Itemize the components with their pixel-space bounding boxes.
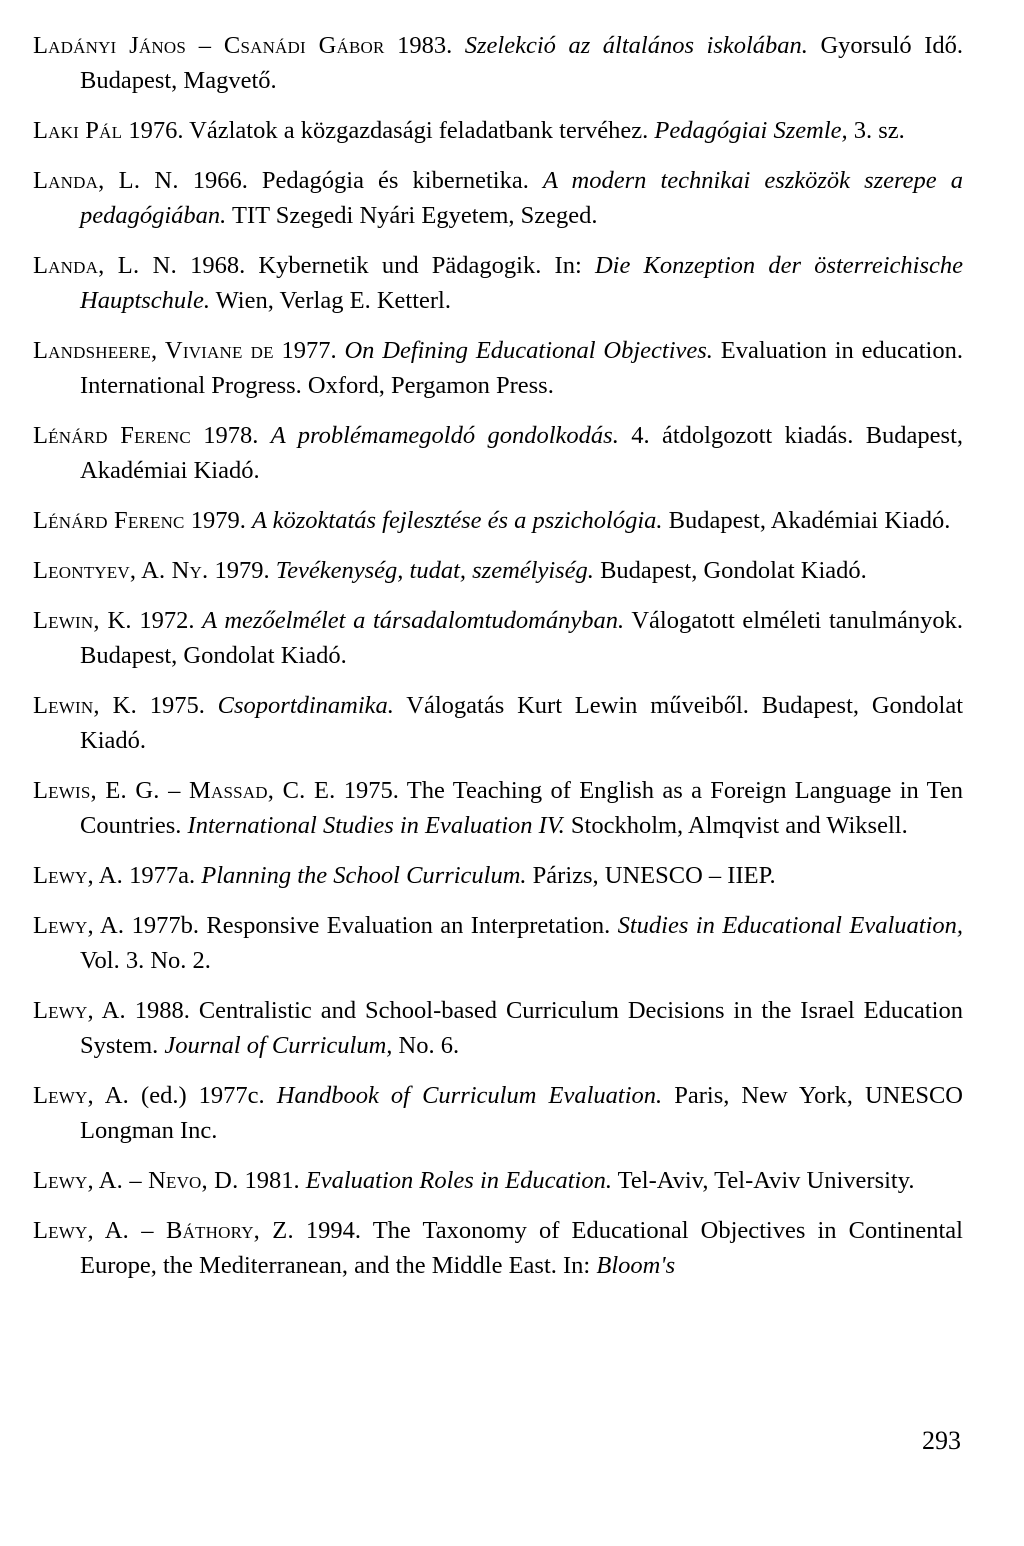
reference-text: Paris, New York, UNESCO Longman Inc. (80, 1082, 963, 1144)
reference-entry (33, 28, 963, 98)
reference-text: 1977. (273, 337, 345, 364)
reference-entry (33, 908, 963, 978)
reference-title: Bloom's (596, 1252, 676, 1279)
reference-text: Tel-Aviv, Tel-Aviv University. (611, 1167, 915, 1194)
reference-text: 1988. Centralistic and School-based Curriculum Decisions in the Israel Education System. (80, 997, 963, 1059)
reference-author: Lewy, A. – Nevo, D. (33, 1167, 239, 1194)
reference-entry (33, 1078, 963, 1148)
reference-text: 1978. (190, 422, 271, 449)
reference-text: TIT Szegedi Nyári Egyetem, Szeged. (226, 202, 598, 229)
reference-text: Budapest, Akadémiai Kiadó. (662, 507, 951, 534)
reference-title: International Studies in Evaluation IV. (187, 812, 565, 839)
reference-title: Szelekció az általános iskolában. (464, 32, 808, 59)
reference-author: Lewy, A. (33, 912, 125, 939)
reference-entry (33, 418, 963, 488)
reference-entry (33, 688, 963, 758)
reference-title: Planning the School Curriculum. (201, 862, 527, 889)
reference-text: Válogatott elméleti tanulmányok. Budapest, Gondolat Kiadó. (80, 607, 964, 669)
reference-entry (33, 858, 963, 893)
reference-text: 1972. (131, 607, 203, 634)
reference-text: Válogatás Kurt Lewin műveiből. Budapest, Gondolat Kiadó. (80, 692, 964, 754)
reference-title: Tevékenység, tudat, személyiség. (275, 557, 594, 584)
reference-author: Lewy, A. – Báthory, Z. (33, 1217, 294, 1244)
reference-text: 4. átdolgozott kiadás. Budapest, Akadémiai Kiadó. (80, 422, 964, 484)
reference-entry (33, 163, 963, 233)
page-number: 293 (922, 1426, 961, 1455)
reference-author: Landa, L. N. (33, 167, 179, 194)
reference-entry (33, 553, 963, 588)
reference-text: 1983. (384, 32, 465, 59)
reference-text: No. 6. (392, 1032, 460, 1059)
reference-text: (ed.) 1977c. (128, 1082, 277, 1109)
reference-author: Landsheere, Viviane de (33, 337, 274, 364)
reference-title: Evaluation Roles in Education. (305, 1167, 612, 1194)
reference-author: Lewy, A. (33, 862, 123, 889)
reference-text: Budapest, Gondolat Kiadó. (593, 557, 867, 584)
reference-author: Landa, L. N. (33, 252, 177, 279)
reference-title: A közoktatás fejlesztése és a pszichológia. (251, 507, 663, 534)
reference-text: Evaluation in education. International Progress. Oxford, Pergamon Press. (80, 337, 963, 399)
reference-text: Párizs, UNESCO – IIEP. (526, 862, 776, 889)
reference-text: 3. sz. (847, 117, 905, 144)
bibliography-page (33, 28, 963, 1298)
reference-entry (33, 603, 963, 673)
reference-text: 1976. Vázlatok a közgazdasági feladatbank tervéhez. (122, 117, 655, 144)
reference-author: Lénárd Ferenc (33, 422, 191, 449)
reference-entry (33, 333, 963, 403)
reference-entry (33, 1213, 963, 1283)
reference-entry (33, 773, 963, 843)
reference-author: Leontyev, A. Ny. (33, 557, 209, 584)
reference-title: A mezőelmélet a társadalomtudományban. (202, 607, 625, 634)
reference-title: Die Konzeption der österreichische Hauptschule. (80, 252, 963, 314)
reference-author: Ladányi János – Csanádi Gábor (33, 32, 385, 59)
reference-title: Studies in Educational Evaluation, (617, 912, 963, 939)
reference-entry (33, 113, 963, 148)
reference-title: Handbook of Curriculum Evaluation. (276, 1082, 663, 1109)
reference-author: Laki Pál (33, 117, 123, 144)
reference-list (33, 28, 963, 1283)
reference-text: Stockholm, Almqvist and Wiksell. (564, 812, 908, 839)
reference-entry (33, 503, 963, 538)
reference-text: Wien, Verlag E. Ketterl. (209, 287, 451, 314)
reference-text: 1975. The Teaching of English as a Foreign Language in Ten Countries. (80, 777, 963, 839)
reference-text: 1977a. (123, 862, 202, 889)
reference-text: 1979. (208, 557, 276, 584)
reference-title: Journal of Curriculum, (164, 1032, 393, 1059)
reference-title: Pedagógiai Szemle, (654, 117, 848, 144)
reference-entry (33, 993, 963, 1063)
reference-text: 1994. The Taxonomy of Educational Objectives in Continental Europe, the Mediterranean, and the Middle East. In: (80, 1217, 963, 1279)
reference-title: On Defining Educational Objectives. (344, 337, 713, 364)
reference-text: 1977b. Responsive Evaluation an Interpretation. (124, 912, 618, 939)
reference-author: Lewis, E. G. – Massad, C. E. (33, 777, 336, 804)
reference-title: Csoportdinamika. (217, 692, 394, 719)
reference-text: 1968. Kybernetik und Pädagogik. In: (176, 252, 595, 279)
reference-text: 1979. (184, 507, 252, 534)
reference-author: Lewy, A. (33, 997, 126, 1024)
reference-entry (33, 1163, 963, 1198)
reference-author: Lénárd Ferenc (33, 507, 185, 534)
reference-text: Vol. 3. No. 2. (80, 947, 211, 974)
reference-author: Lewin, K. (33, 692, 137, 719)
reference-title: A modern technikai eszközök szerepe a pedagógiában. (80, 167, 964, 229)
reference-author: Lewin, K. (33, 607, 132, 634)
reference-entry (33, 248, 963, 318)
reference-text: Gyorsuló Idő. Budapest, Magvető. (80, 32, 963, 94)
reference-text: 1966. Pedagógia és kibernetika. (178, 167, 543, 194)
reference-text: 1981. (238, 1167, 306, 1194)
reference-title: A problémamegoldó gondolkodás. (270, 422, 619, 449)
reference-text: 1975. (136, 692, 218, 719)
reference-author: Lewy, A. (33, 1082, 129, 1109)
